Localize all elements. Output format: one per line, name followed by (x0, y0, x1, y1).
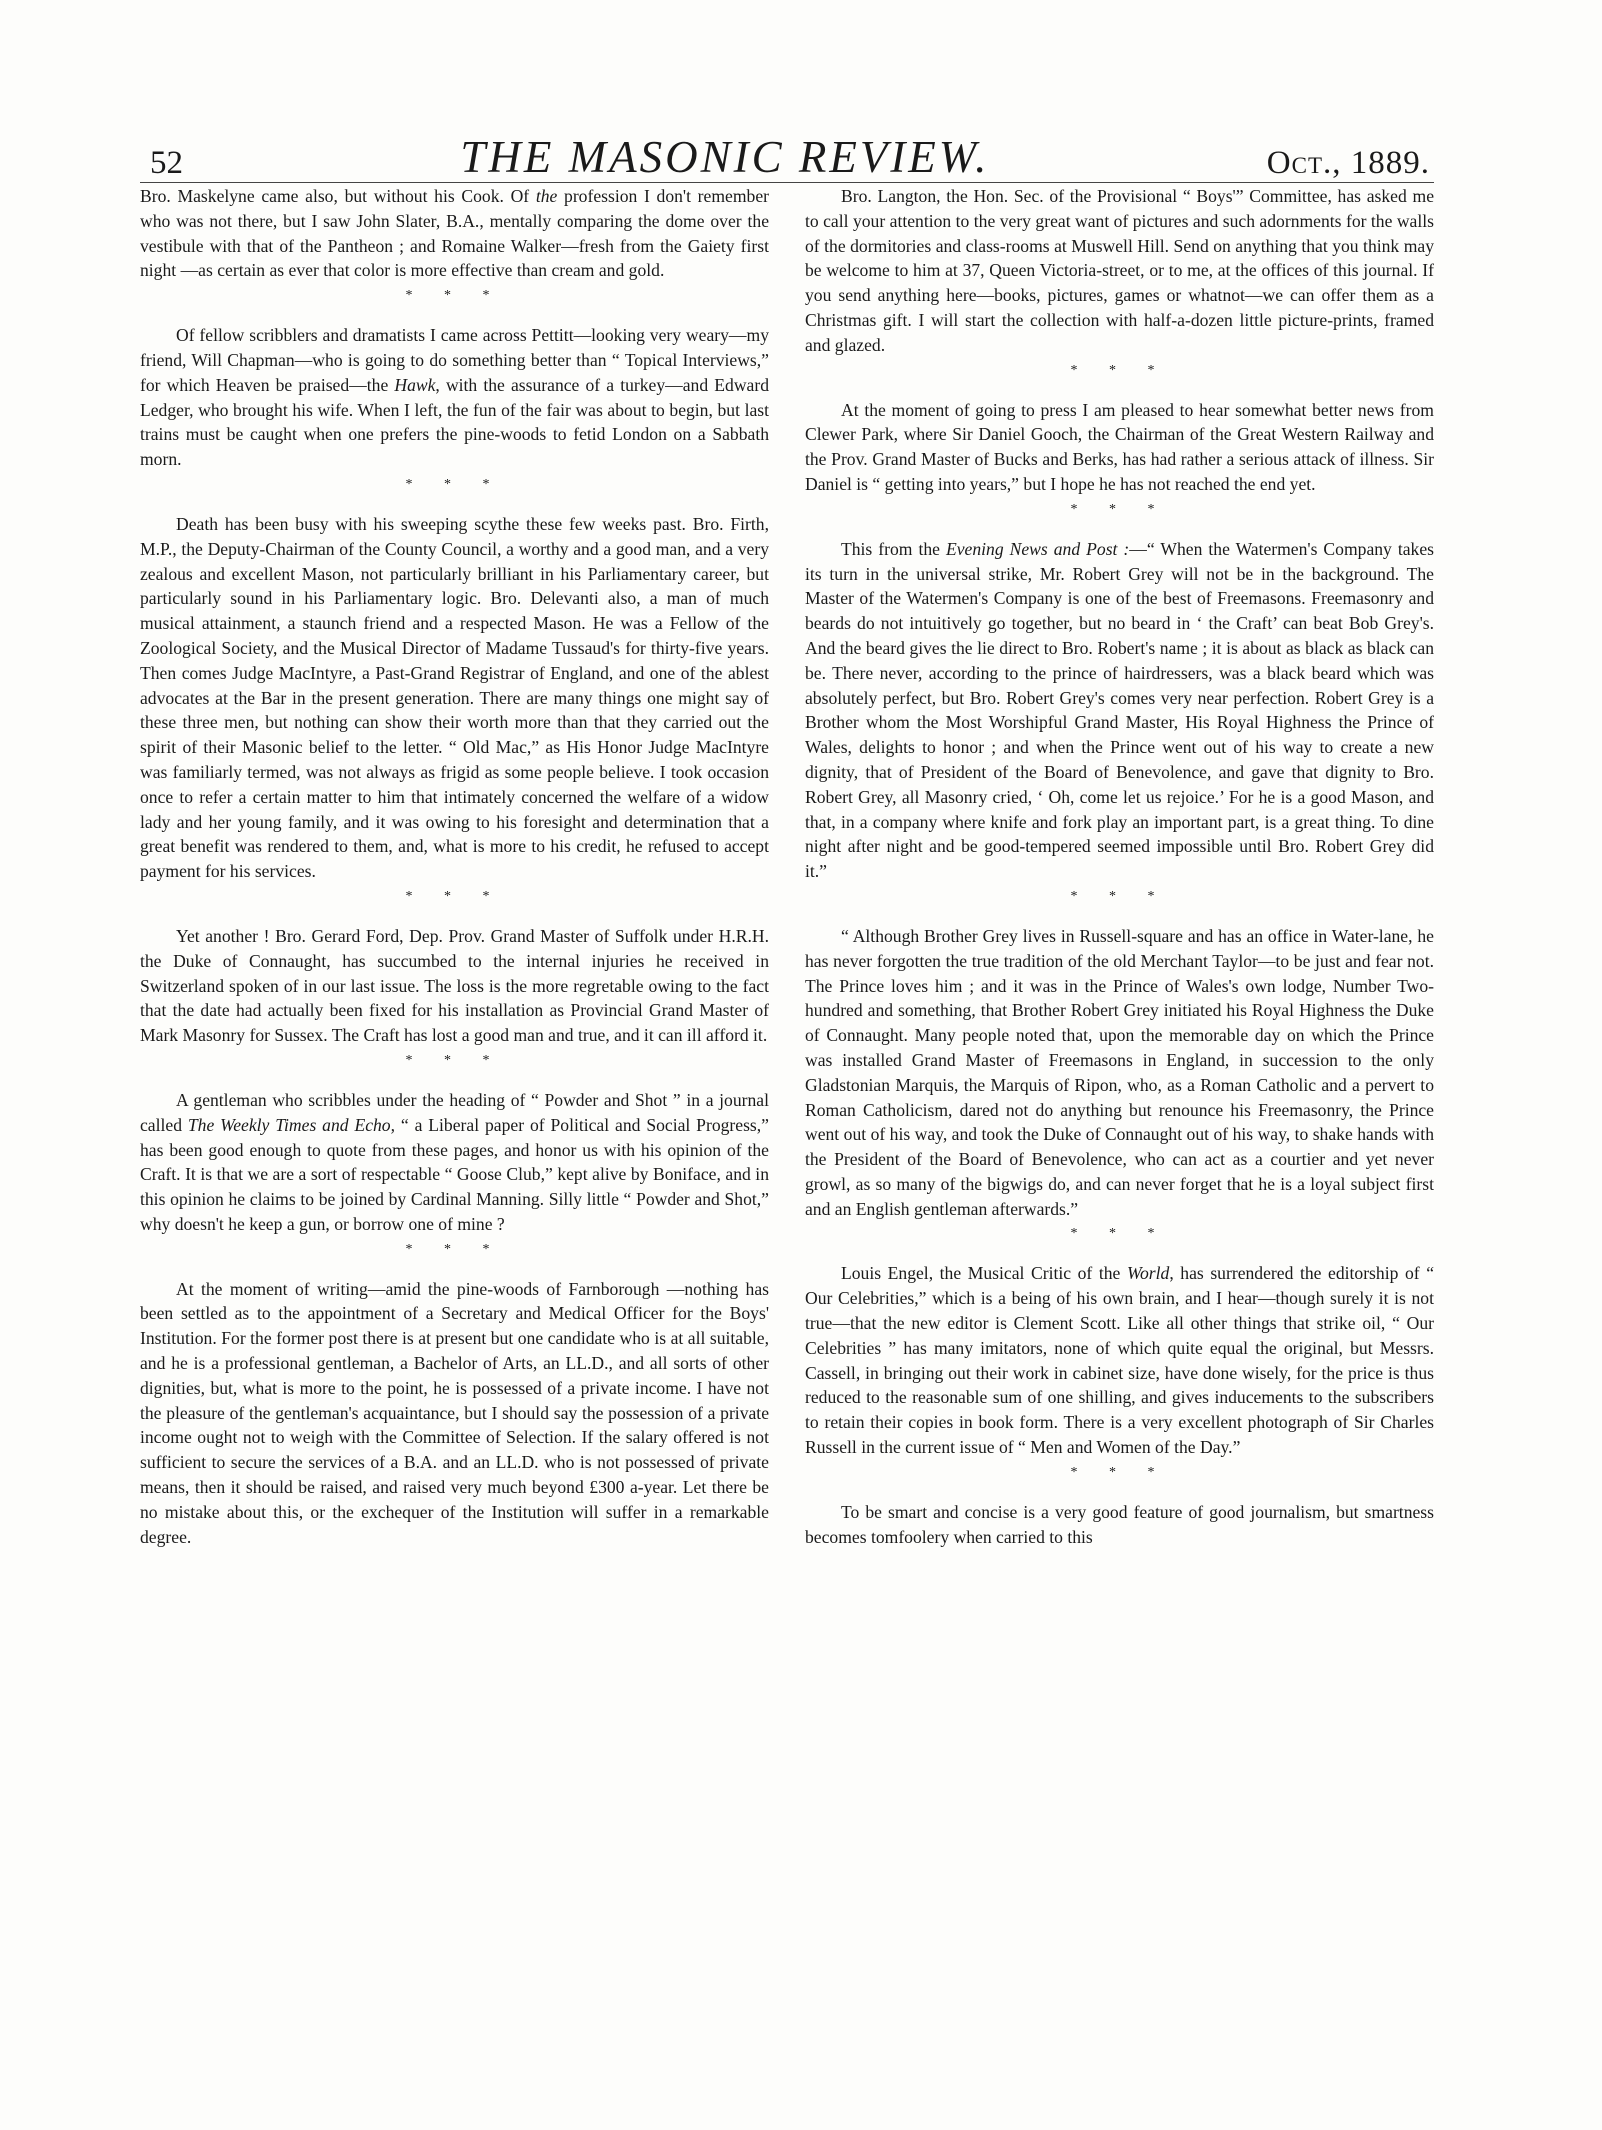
section-separator: * * * (1070, 1226, 1169, 1242)
paragraph-russell-square: “ Although Brother Grey lives in Russell-square and has an office in Water-lane, he has never forgotten the true tradition of the old Merchant Taylor—to be just and fear not. The Prince loves him ; and it was in the Prince of Wales's own lodge, Number Two-hundred and something, that Brother Robert Grey initiated his Royal Highness the Duke of Connaught. Many people noted that, upon the memorable day on which the Prince was installed Grand Master of Freemasons in England, in succession to the only Gladstonian Marquis, the Marquis of Ripon, who, as a Roman Catholic and a pervert to Roman Catholicism, dared not do anything but renounce his Freemasonry, the Prince went out of his way, and took the Duke of Connaught out of his way, to shake hands with the President of the Board of Benevolence, who can act as a courtier and yet never growl, as so many of the bigwigs do, and can never forget that he is a loyal subject first and an English gentleman afterwards.” (805, 925, 1434, 1219)
paragraph-maskelyne: Bro. Maskelyne came also, but without his Cook. Of the profession I don't remember who was not there, but I saw John Slater, B.A., mentally comparing the dome over the vestibule with that of the Pantheon ; and Romaine Walker—fresh from the Gaiety first night —as certain as ever that color is more effective than cream and gold. (140, 186, 769, 281)
paragraph-clewer-park: At the moment of going to press I am pleased to hear somewhat better news from Clewer Park, where Sir Daniel Gooch, the Chairman of the Great Western Railway and the Prov. Grand Master of Bucks and Berks, has had rather a serious attack of illness. Sir Daniel is “ getting into years,” but I hope he has not reached the end yet. (805, 399, 1434, 494)
section-separator: * * * (405, 1052, 504, 1068)
paragraph-smart-concise: To be smart and concise is a very good feature of good journalism, but smartness becomes tomfoolery when carried to this (805, 1501, 1434, 1547)
paragraph-langton: Bro. Langton, the Hon. Sec. of the Provisional “ Boys'” Committee, has asked me to call your attention to the very great want of pictures and such adornments for the walls of the dormitories and class-rooms at Muswell Hill. Send on anything that you think may be welcome to him at 37, Queen Victoria-street, or to me, at the offices of this journal. If you send anything here—books, pictures, games or whatnot—we can offer them as a Christmas gift. I will start the collection with half-a-dozen little picture-prints, framed and glazed. (805, 186, 1434, 355)
section-separator: * * * (405, 1241, 504, 1257)
page-number: 52 (150, 145, 183, 181)
left-column (140, 184, 769, 2090)
paragraph-fellow-scribblers: Of fellow scribblers and dramatists I came across Pettitt—looking very weary—my friend, Will Chapman—who is going to do something better than “ Topical Interviews,” for which Heaven be praised—the Hawk, with the assurance of a turkey—and Edward Ledger, who brought his wife. When I left, the fun of the fair was about to begin, but last trains must be caught when one prefers the pine-woods to fetid London on a Sabbath morn. (140, 325, 769, 470)
paragraph-death: Death has been busy with his sweeping scythe these few weeks past. Bro. Firth, M.P., the Deputy-Chairman of the County Council, a worthy and a good man, and a very zealous and excellent Mason, not particularly brilliant in his Parliamentary career, but particularly sound in his Parliamentary logic. Bro. Delevanti also, a man of much musical attainment, a staunch friend and a respected Mason. He was a Fellow of the Zoological Society, and the Musical Director of Madame Tussaud's for thirty-five years. Then comes Judge MacIntyre, a Past-Grand Registrar of England, and one of the ablest advocates at the Bar in the present generation. There are many things one might say of these three men, but nothing can show their worth more than that they carried out the spirit of their Masonic belief to the letter. “ Old Mac,” as His Honor Judge MacIntyre was familiarly termed, was not always as frigid as some people believe. I took occasion once to refer a certain matter to him that intimately concerned the welfare of a widow lady and her young family, and it was owing to his foresight and determination that a great benefit was rendered to them, and, what is more to his credit, he refused to accept payment for his services. (140, 513, 769, 882)
section-separator: * * * (1070, 501, 1169, 517)
section-separator: * * * (1070, 888, 1169, 904)
paragraph-farnborough: At the moment of writing—amid the pine-woods of Farnborough —nothing has been settled as to the appointment of a Secretary and Medical Officer for the Boys' Institution. For the former post there is at present but one candidate who is at all suitable, and he is a professional gentleman, a Bachelor of Arts, an LL.D., and all sorts of other dignities, but, what is more to the point, he is possessed of a private income. I have not the pleasure of the gentleman's acquaintance, but I should say the possession of a private income ought not to weigh with the Committee of Selection. If the salary offered is not sufficient to secure the services of a B.A. and an LL.D. who is not possessed of private means, then it should be raised, and raised very much beyond £300 a-year. Let there be no mistake about this, or the exchequer of the Institution will suffer in a remarkable degree. (140, 1278, 769, 1547)
section-separator: * * * (1070, 1464, 1169, 1480)
article-columns (140, 184, 1434, 2090)
section-separator: * * * (405, 476, 504, 492)
paragraph-louis-engel: Louis Engel, the Musical Critic of the World, has surrendered the editorship of “ Our Celebrities,” which is a being of his own brain, and I hear—though surely it is not true—that the new editor is Clement Scott. Like all other things that strike oil, “ Our Celebrities ” has many imitators, none of which quite equal the original, but Messrs. Cassell, in bringing out their work in cabinet size, have done wisely, for the price is thus reduced to the reasonable sum of one shilling, and gives inducements to the subscribers to retain their copies in book form. There is a very excellent photograph of Sir Charles Russell in the current issue of “ Men and Women of the Day.” (805, 1263, 1434, 1458)
header-rule (140, 182, 1434, 183)
right-column (805, 184, 1434, 2090)
section-separator: * * * (1070, 362, 1169, 378)
section-separator: * * * (405, 288, 504, 304)
paragraph-powder-and-shot: A gentleman who scribbles under the heading of “ Powder and Shot ” in a journal called The Weekly Times and Echo, “ a Liberal paper of Political and Social Progress,” has been good enough to quote from these pages, and honor us with his opinion of the Craft. It is that we are a sort of respectable “ Goose Club,” kept alive by Boniface, and in this opinion he claims to be joined by Cardinal Manning. Silly little “ Powder and Shot,” why doesn't he keep a gun, or borrow one of mine ? (140, 1089, 769, 1234)
paragraph-evening-news: This from the Evening News and Post :—“ When the Watermen's Company takes its turn in the universal strike, Mr. Robert Grey will not be in the background. The Master of the Watermen's Company is one of the best of Freemasons. Freemasonry and beards do not intuitively go together, but no beard in ‘ the Craft’ can beat Bob Grey's. And the beard gives the lie direct to Bro. Robert's name ; it is about as black as black can be. There never, according to the prince of hairdressers, was a black beard which was absolutely perfect, but Bro. Robert Grey's comes very near perfection. Robert Grey is a Brother whom the Most Worshipful Grand Master, His Royal Highness the Prince of Wales, delights to honor ; and when the Prince went out of his way to create a new dignity, that of President of the Board of Benevolence, and gave that dignity to Bro. Robert Grey, all Masonry cried, ‘ Oh, come let us rejoice.’ For he is a good Mason, and that, in a company where knife and fork play an important part, is a great thing. To dine night after night and be good-tempered seemed impossible until Bro. Robert Grey did it.” (805, 538, 1435, 882)
issue-date: Oct., 1889. (1266, 145, 1430, 181)
section-separator: * * * (405, 888, 504, 904)
paragraph-yet-another: Yet another ! Bro. Gerard Ford, Dep. Prov. Grand Master of Suffolk under H.R.H. the Duke of Connaught, has succumbed to the internal injuries he received in Switzerland spoken of in our last issue. The loss is the more regretable owing to the fact that the date had actually been fixed for his installation as Provincial Grand Master of Mark Masonry for Sussex. The Craft has lost a good man and true, and it can ill afford it. (140, 925, 769, 1046)
journal-title: THE MASONIC REVIEW. (460, 132, 990, 182)
page-header (150, 110, 1430, 180)
